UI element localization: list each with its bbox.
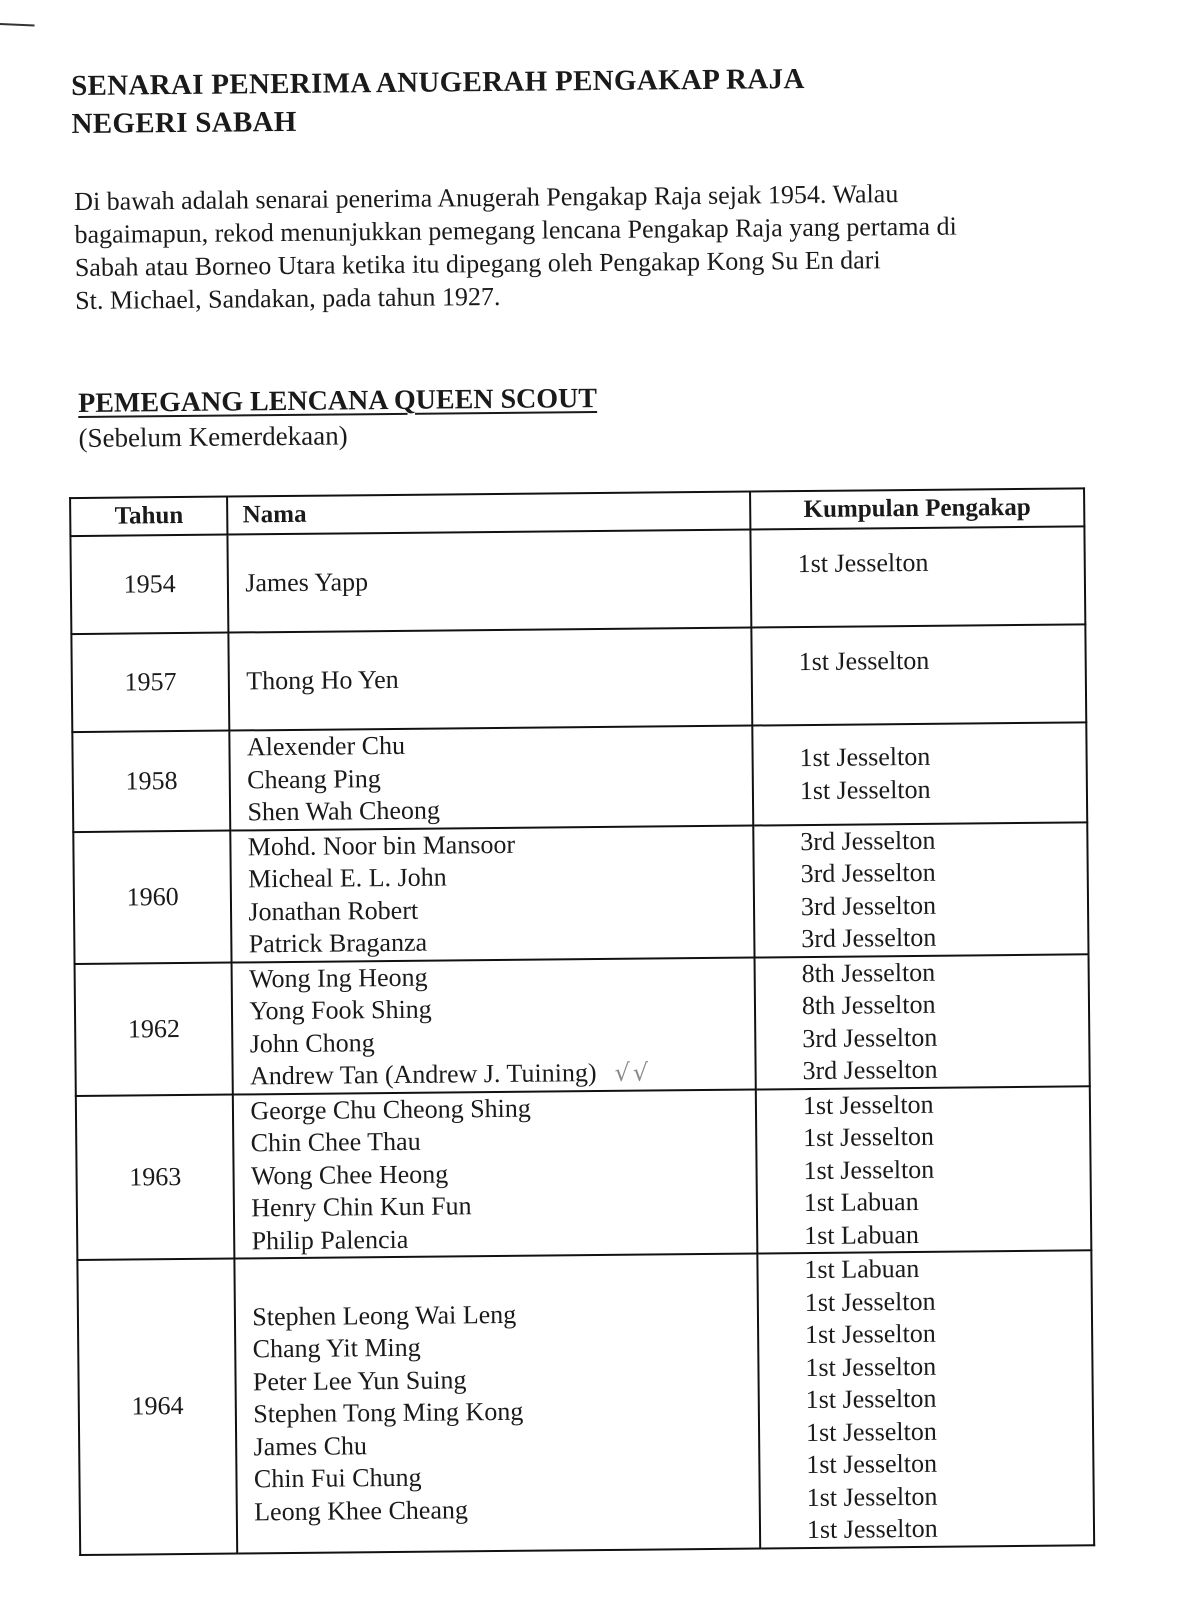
name-cell — [230, 726, 753, 831]
scout-group: 3rd Jesselton — [802, 1022, 938, 1053]
recipient-name: George Chu Cheong Shing — [250, 1093, 531, 1125]
recipient-name: Patrick Braganza — [248, 927, 428, 959]
recipient-name: Yong Fook Shing — [249, 994, 432, 1026]
recipient-name: Mohd. Noor bin Mansoor — [247, 829, 516, 861]
section-subheading: (Sebelum Kemerdekaan) — [78, 420, 348, 453]
title-line-2: NEGERI SABAH — [71, 105, 297, 141]
intro-line-4: St. Michael, Sandakan, pada tahun 1927. — [75, 281, 501, 316]
intro-paragraph — [74, 175, 1075, 317]
table-row — [72, 722, 1087, 831]
name-cell — [229, 628, 752, 731]
recipient-name: John Chong — [249, 1027, 375, 1058]
recipient-name: Stephen Leong Wai Leng — [252, 1299, 517, 1331]
recipient-name: Andrew Tan (Andrew J. Tuining) — [249, 1058, 597, 1091]
recipient-name: Wong Chee Heong — [250, 1158, 449, 1190]
group-cell — [752, 722, 1087, 825]
scout-group: 1st Jesselton — [802, 1089, 934, 1120]
scout-group: 1st Jesselton — [804, 1286, 936, 1317]
scout-group: 1st Labuan — [804, 1253, 920, 1285]
year-cell: 1964 — [77, 1259, 237, 1555]
name-cell — [231, 825, 755, 962]
group-cell — [754, 954, 1089, 1089]
recipient-name: Chang Yit Ming — [252, 1332, 421, 1364]
scout-group: 8th Jesselton — [801, 989, 936, 1021]
recipient-name: James Yapp — [245, 566, 369, 598]
scout-group: 1st Jesselton — [799, 774, 931, 805]
table-row — [70, 526, 1085, 634]
recipient-name: Leong Khee Cheang — [254, 1494, 469, 1526]
year-cell: 1957 — [71, 633, 229, 733]
intro-line-1: Di bawah adalah senarai penerima Anugerah Pengakap Raja sejak 1954. Walau — [74, 179, 899, 217]
scout-group: 1st Jesselton — [806, 1448, 938, 1480]
pen-mark — [0, 23, 35, 27]
scout-group: 8th Jesselton — [801, 957, 936, 988]
table-row — [71, 624, 1086, 732]
scout-group: 1st Jesselton — [804, 1318, 936, 1350]
year-cell: 1960 — [73, 830, 232, 964]
group-cell — [751, 624, 1086, 725]
recipient-name: Shen Wah Cheong — [247, 795, 441, 827]
name-cell — [235, 1254, 760, 1554]
year-cell: 1958 — [72, 731, 230, 832]
recipient-name: James Chu — [253, 1430, 368, 1461]
recipient-name: Philip Palencia — [251, 1224, 409, 1255]
table-row — [76, 1086, 1092, 1260]
scout-group: 1st Jesselton — [803, 1121, 935, 1153]
recipient-name: Alexender Chu — [246, 730, 406, 762]
scout-group: 1st Jesselton — [803, 1154, 935, 1185]
table-row — [75, 954, 1090, 1096]
recipient-name-with-mark — [250, 1056, 755, 1093]
recipient-name: Peter Lee Yun Suing — [252, 1364, 467, 1396]
recipients-table — [69, 487, 1095, 1555]
page-title — [71, 60, 805, 143]
recipient-name: Jonathan Robert — [248, 895, 419, 926]
scout-group: 1st Jesselton — [798, 645, 930, 677]
recipient-name: Micheal E. L. John — [248, 862, 447, 894]
scout-group: 1st Labuan — [803, 1219, 920, 1250]
scout-group: 1st Jesselton — [805, 1351, 937, 1382]
recipient-name: Thong Ho Yen — [246, 664, 399, 696]
recipient-name: Henry Chin Kun Fun — [251, 1191, 472, 1223]
table-row — [77, 1250, 1094, 1554]
header-group: Kumpulan Pengakap — [750, 488, 1084, 529]
header-name: Nama — [227, 492, 750, 535]
group-cell — [753, 822, 1088, 957]
group-cell — [750, 526, 1085, 627]
name-cell — [228, 530, 751, 633]
header-year: Tahun — [70, 497, 228, 537]
scout-group: 1st Jesselton — [805, 1383, 937, 1415]
scout-group: 1st Jesselton — [806, 1481, 938, 1512]
name-cell — [233, 1089, 757, 1259]
recipient-name: Wong Ing Heong — [248, 962, 428, 993]
title-line-1: SENARAI PENERIMA ANUGERAH PENGAKAP RAJA — [70, 63, 805, 103]
handwritten-mark: √√ — [614, 1058, 652, 1087]
recipient-name: Cheang Ping — [247, 763, 381, 794]
scout-group: 3rd Jesselton — [802, 1054, 938, 1086]
year-cell: 1962 — [75, 962, 234, 1096]
scout-group: 1st Jesselton — [805, 1416, 937, 1447]
scout-group: 1st Jesselton — [799, 742, 931, 773]
group-cell — [756, 1086, 1092, 1254]
scout-group: 3rd Jesselton — [800, 890, 937, 921]
scout-group: 3rd Jesselton — [800, 857, 936, 889]
group-cell — [757, 1250, 1094, 1548]
scout-group: 1st Jesselton — [806, 1513, 938, 1545]
scout-group: 3rd Jesselton — [801, 922, 937, 954]
recipient-name: Chin Fui Chung — [253, 1462, 422, 1494]
scout-group: 1st Labuan — [803, 1186, 919, 1218]
table-row — [73, 822, 1088, 964]
intro-line-3: Sabah atau Borneo Utara ketika itu dipegang oleh Pengakap Kong Su En dari — [74, 245, 881, 283]
recipient-name: Chin Chee Thau — [250, 1126, 421, 1158]
scout-group: 3rd Jesselton — [800, 825, 936, 856]
scout-group: 1st Jesselton — [797, 547, 929, 579]
recipient-name: Stephen Tong Ming Kong — [253, 1396, 524, 1429]
intro-line-2: bagaimapun, rekod menunjukkan pemegang lencana Pengakap Raja yang pertama di — [74, 211, 957, 250]
year-cell: 1954 — [70, 535, 228, 635]
year-cell: 1963 — [76, 1094, 235, 1260]
section-heading: PEMEGANG LENCANA QUEEN SCOUT — [78, 383, 598, 419]
name-cell — [232, 957, 756, 1094]
